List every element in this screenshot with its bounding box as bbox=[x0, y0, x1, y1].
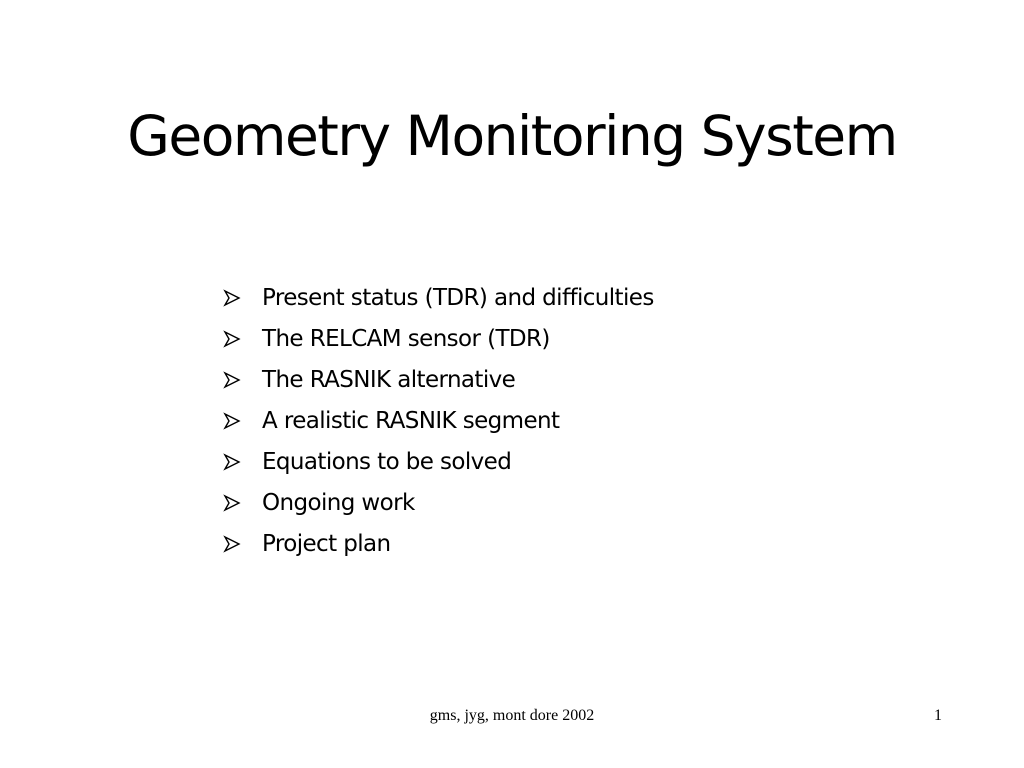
slide-footer: gms, jyg, mont dore 2002 bbox=[429, 707, 595, 724]
arrowhead-bullet-icon bbox=[223, 371, 241, 389]
bullet-label: A realistic RASNIK segment bbox=[262, 407, 560, 434]
bullet-label: Equations to be solved bbox=[262, 448, 512, 475]
list-item bbox=[223, 482, 654, 523]
bullet-label: The RELCAM sensor (TDR) bbox=[262, 325, 550, 352]
list-item bbox=[223, 359, 654, 400]
list-item bbox=[223, 441, 654, 482]
bullet-label: Ongoing work bbox=[262, 489, 415, 516]
slide-title: Geometry Monitoring System bbox=[127, 104, 897, 168]
arrowhead-bullet-icon bbox=[223, 330, 241, 348]
list-item bbox=[223, 277, 654, 318]
arrowhead-bullet-icon bbox=[223, 453, 241, 471]
bullet-list bbox=[223, 277, 654, 564]
arrowhead-bullet-icon bbox=[223, 494, 241, 512]
page-number: 1 bbox=[934, 707, 942, 724]
list-item bbox=[223, 400, 654, 441]
arrowhead-bullet-icon bbox=[223, 289, 241, 307]
bullet-label: Present status (TDR) and difficulties bbox=[262, 284, 654, 311]
bullet-label: Project plan bbox=[262, 530, 391, 557]
bullet-label: The RASNIK alternative bbox=[262, 366, 516, 393]
list-item bbox=[223, 318, 654, 359]
arrowhead-bullet-icon bbox=[223, 412, 241, 430]
list-item bbox=[223, 523, 654, 564]
arrowhead-bullet-icon bbox=[223, 535, 241, 553]
